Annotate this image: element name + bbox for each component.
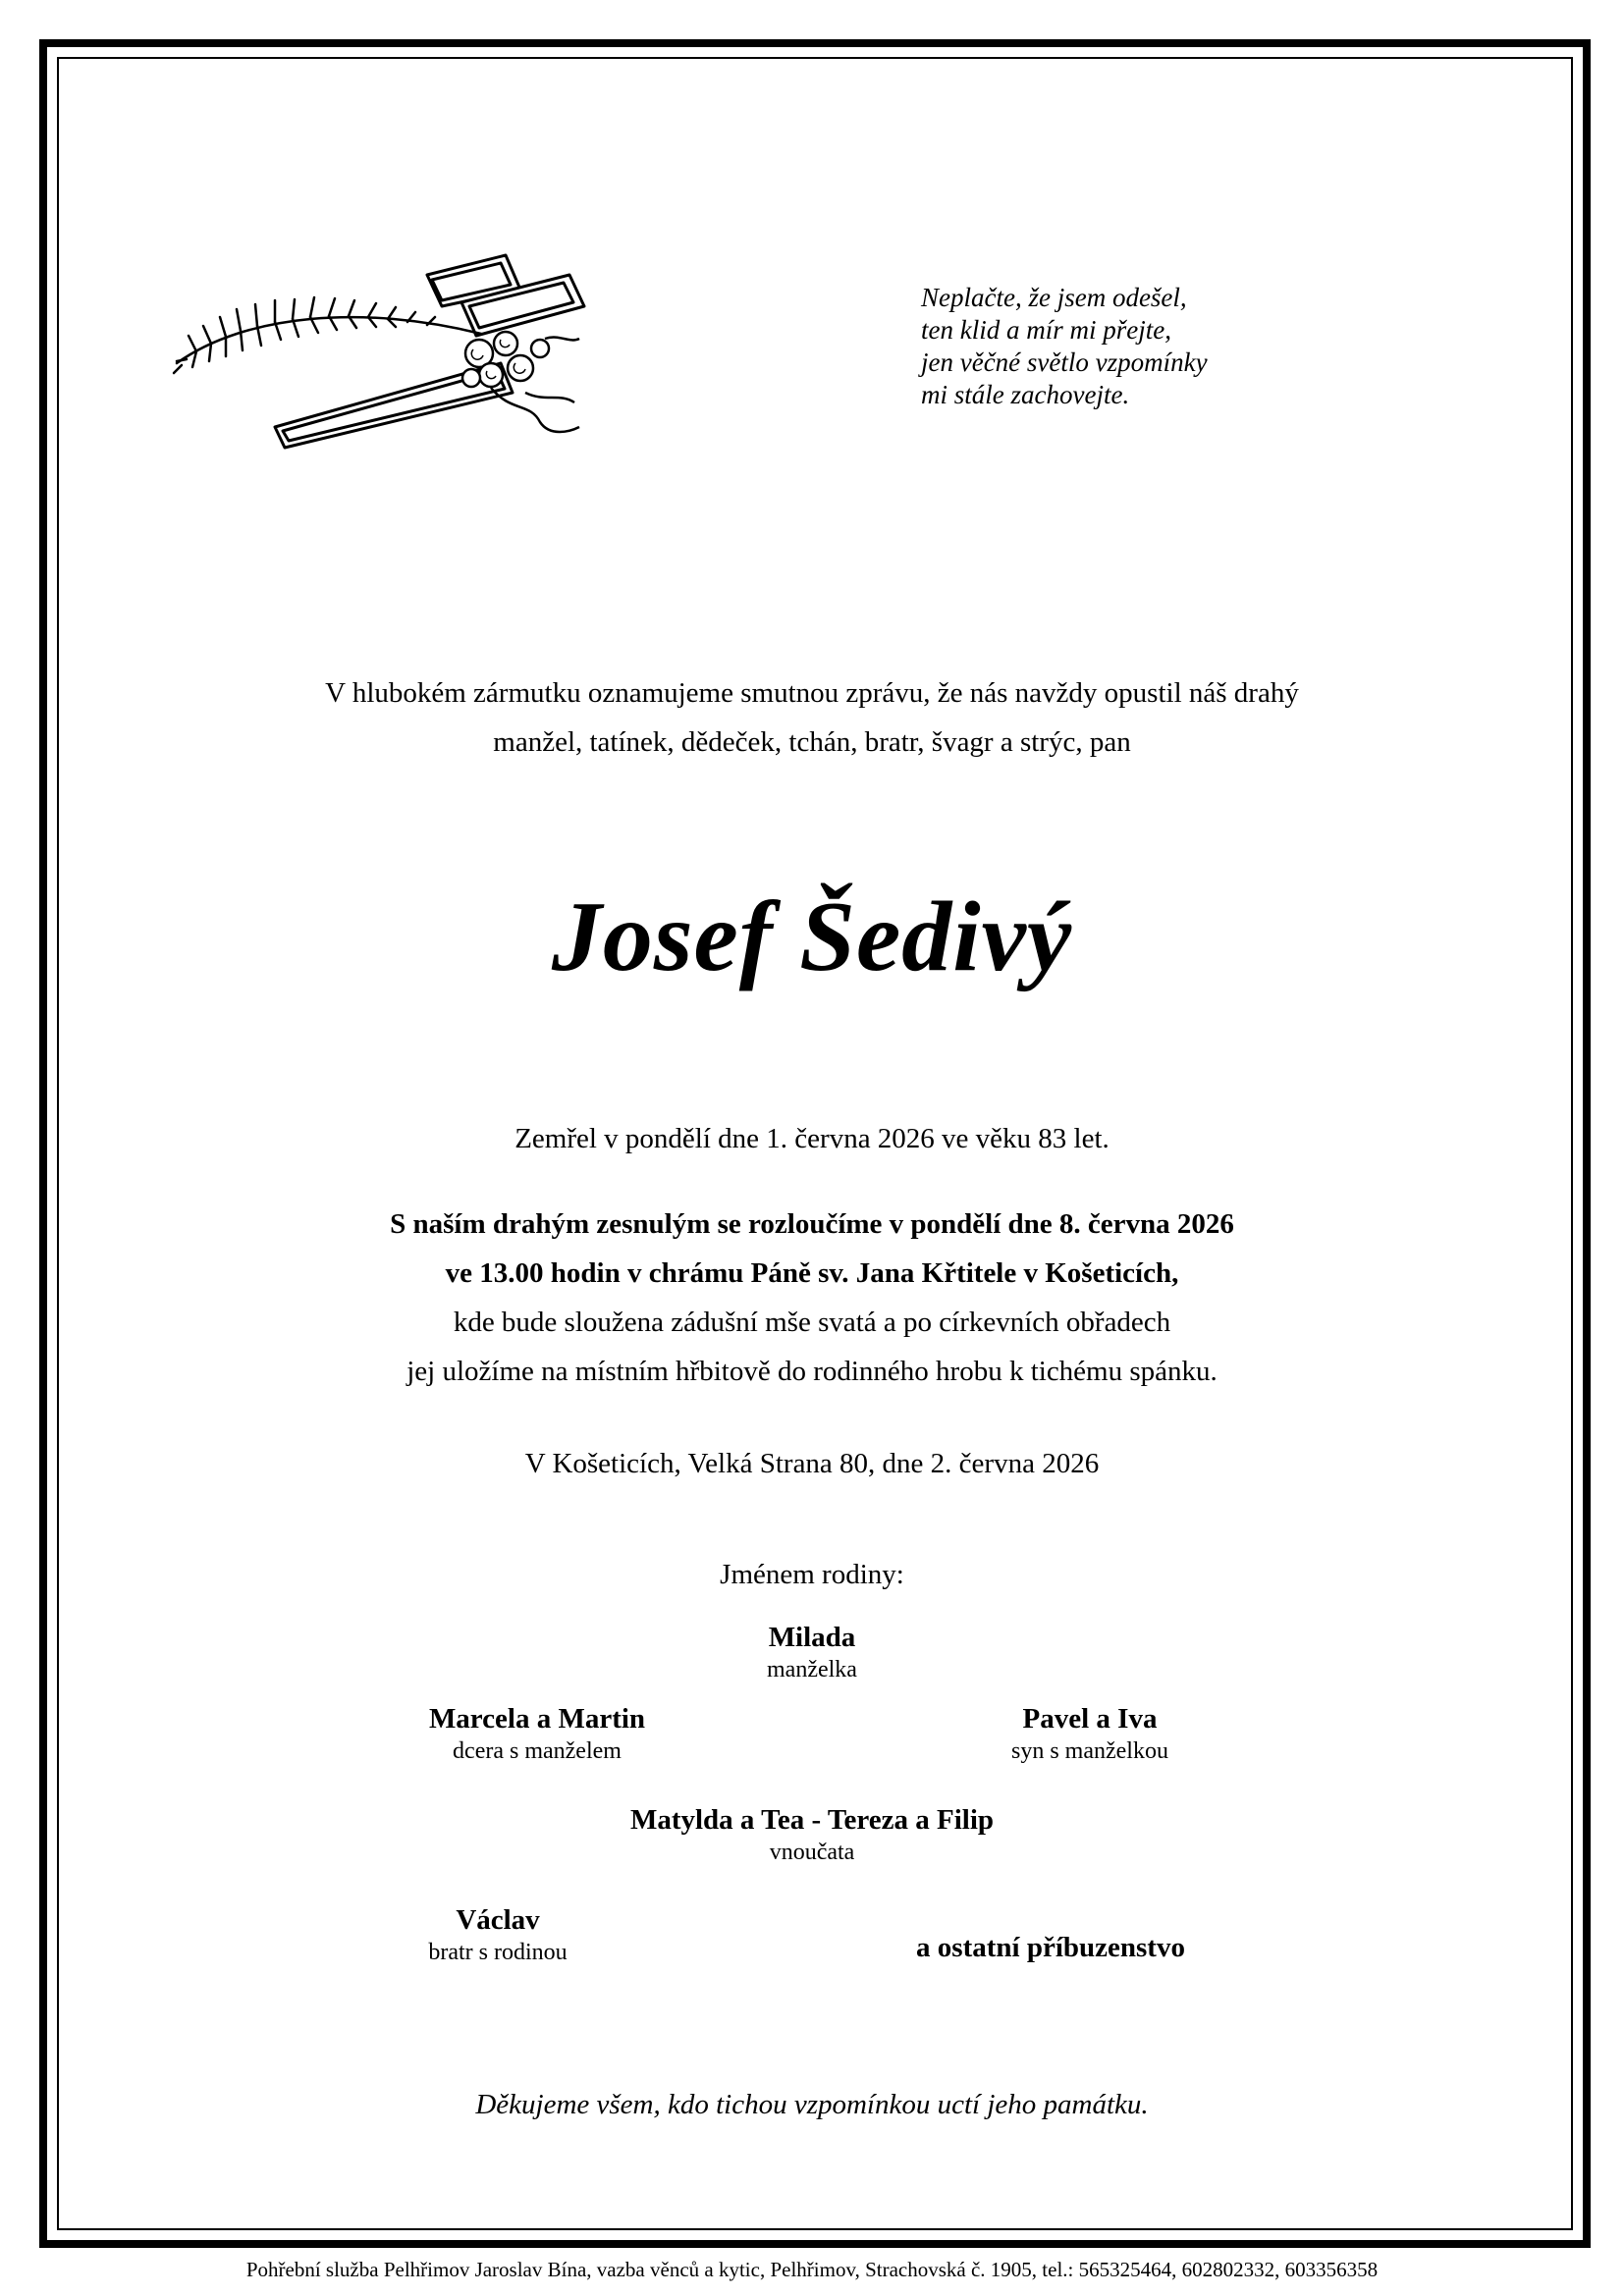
family-member-brother [351,1902,645,1967]
poem [921,282,1333,411]
thanks-text: Děkujeme všem, kdo tichou vzpomínkou uctí jeho památku. [475,2089,1149,2120]
farewell-line: ve 13.00 hodin v chrámu Páně sv. Jana Křtitele v Košeticích, [445,1257,1179,1289]
farewell-line: S naším drahým zesnulým se rozloučíme v pondělí dne 8. června 2026 [390,1208,1234,1240]
member-relation: syn s manželkou [1011,1738,1168,1764]
poem-line: Neplačte, že jsem odešel, [921,283,1187,312]
member-name: Matylda a Tea - Tereza a Filip [629,1804,995,1836]
intro-text [0,668,1624,767]
family-member-spouse [616,1620,1008,1684]
member-relation: dcera s manželem [453,1738,622,1764]
family-member-son [893,1701,1286,1766]
member-name: Václav [456,1904,540,1936]
others-label: a ostatní příbuzenstvo [916,1932,1185,1963]
poem-line: jen věčné světlo vzpomínky [921,347,1208,377]
member-relation: vnoučata [769,1840,855,1865]
family-others [854,1930,1247,1965]
member-relation: manželka [767,1657,857,1682]
deceased-name: Josef Šedivý [551,881,1073,992]
place-and-date: V Košeticích, Velká Strana 80, dne 2. června 2026 [524,1448,1100,1479]
poem-line: mi stále zachovejte. [921,380,1130,409]
member-name: Pavel a Iva [1022,1703,1158,1735]
member-relation: bratr s rodinou [428,1940,568,1965]
intro-line: manžel, tatínek, dědeček, tchán, bratr, švagr a strýc, pan [493,726,1131,758]
farewell-line: kde bude sloužena zádušní mše svatá a po církevních obřadech [453,1307,1171,1338]
member-name: Milada [768,1622,856,1653]
family-member-grandchildren [517,1802,1107,1867]
family-heading: Jménem rodiny: [720,1559,904,1590]
family-member-daughter [341,1701,733,1766]
poem-line: ten klid a mír mi přejte, [921,315,1171,345]
farewell-text [0,1200,1624,1396]
footer-funeral-service: Pohřební služba Pelhřimov Jaroslav Bína, vazba věnců a kytic, Pelhřimov, Strachovská č. 1905, tel.: 565325464, 602802332, 603356358 [245,2258,1379,2281]
intro-line: V hlubokém zármutku oznamujeme smutnou zprávu, že nás navždy opustil náš drahý [325,677,1299,709]
death-notice: Zemřel v pondělí dne 1. června 2026 ve věku 83 let. [514,1123,1110,1154]
member-name: Marcela a Martin [428,1703,646,1735]
cross-with-palm-icon [167,245,697,452]
farewell-line: jej uložíme na místním hřbitově do rodinného hrobu k tichému spánku. [406,1356,1218,1387]
